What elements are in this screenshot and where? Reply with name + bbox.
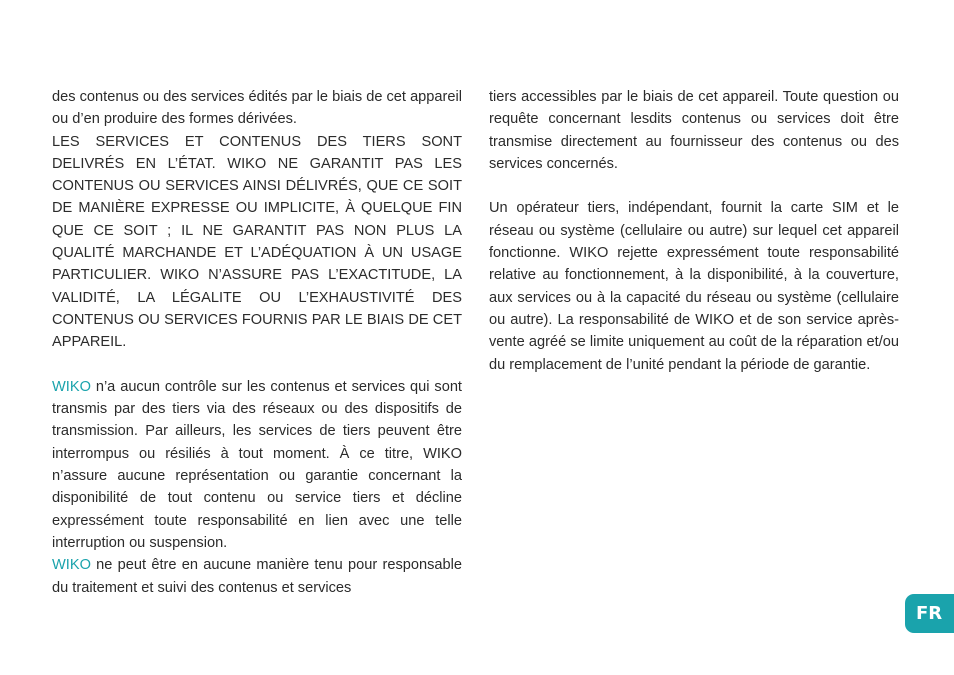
language-label: FR bbox=[916, 603, 943, 624]
paragraph bbox=[52, 554, 462, 599]
language-tab bbox=[905, 594, 954, 633]
paragraph-text: ne peut être en aucune manière tenu pour responsable du traitement et suivi des contenus et services bbox=[52, 557, 462, 596]
paragraph: des contenus ou des services édités par le biais de cet appareil ou d’en produire des formes dérivées. bbox=[52, 89, 462, 128]
paragraph-gap bbox=[489, 175, 899, 197]
paragraph: tiers accessibles par le biais de cet appareil. Toute question ou requête concernant lesdits contenus ou services doit être transmise directement au fournisseur des contenus ou des services concernés. bbox=[489, 89, 899, 172]
right-column bbox=[489, 86, 899, 376]
paragraph-text: n’a aucun contrôle sur les contenus et services qui sont transmis par des tiers via des réseaux ou des dispositifs de transmission. Par ailleurs, les services de tiers peuvent être interrompus ou résiliés à tout moment. À ce titre, WIKO n’assure aucune représentation ou garantie concernant la disponibilité de tout contenu ou service tiers et décline expressément toute responsabilité en lien avec une telle interruption ou suspension. bbox=[52, 378, 462, 551]
paragraph: Un opérateur tiers, indépendant, fournit la carte SIM et le réseau ou système (cellulaire ou autre) sur lequel cet appareil fonctionne. WIKO rejette expressément toute responsabilité relative au fonctionnement, à la disponibilité, à la couverture, aux services ou à la capacité du réseau ou système (cellulaire ou autre). La responsabilité de WIKO et de son service après-vente agréé se limite uniquement au coût de la réparation et/ou du remplacement de l’unité pendant la période de garantie. bbox=[489, 200, 899, 373]
brand-name: WIKO bbox=[52, 557, 91, 574]
paragraph-gap bbox=[52, 354, 462, 376]
left-column bbox=[52, 86, 462, 599]
paragraph bbox=[52, 376, 462, 554]
brand-name: WIKO bbox=[52, 378, 91, 395]
disclaimer-paragraph: LES SERVICES ET CONTENUS DES TIERS SONT DELIVRÉS EN L’ÉTAT. WIKO NE GARANTIT PAS LES CONTENUS OU SERVICES AINSI DÉLIVRÉS, QUE CE SOIT DE MANIÈRE EXPRESSE OU IMPLICITE, À QUELQUE FIN QUE CE SOIT ; IL NE GARANTIT PAS NON PLUS LA QUALITÉ MARCHANDE ET L’ADÉQUATION À UN USAGE PARTICULIER. WIKO N’ASSURE PAS L’EXACTITUDE, LA VALIDITÉ, LA LÉGALITE OU L’EXHAUSTIVITÉ DES CONTENUS OU SERVICES FOURNIS PAR LE BIAIS DE CET APPAREIL. bbox=[52, 133, 462, 351]
